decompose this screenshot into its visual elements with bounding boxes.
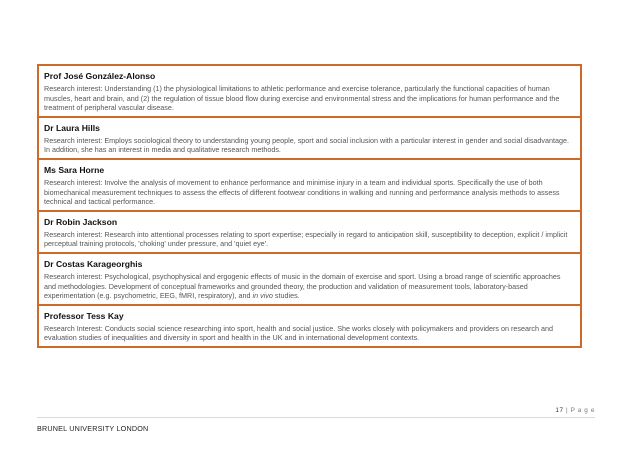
- person-name: Professor Tess Kay: [44, 310, 124, 321]
- person-name: Dr Robin Jackson: [44, 216, 118, 227]
- research-interest-text: [44, 272, 574, 301]
- research-interests-table: [37, 64, 582, 348]
- person-name: Ms Sara Horne: [44, 164, 105, 175]
- person-row-kay: [39, 306, 580, 346]
- research-interest-text-part: Research interest: Psychological, psychophysical and ergogenic effects of music in the domain of exercise and sport. Using a broad range of scientific approaches and methodologies. Development of conceptual frameworks and grounded theory, the production and validation of measurement tools, laboratory-based experimentation (e.g. psychometric, EEG, fMRI, respiratory), and: [44, 271, 561, 301]
- research-interest-text: Research interest: Employs sociological theory to understanding young people, sport and social inclusion with a particular interest in gender and social disadvantage. In addition, she has an interest in media and qualitative research methods.: [44, 135, 569, 155]
- research-interest-text: Research interest: Understanding (1) the physiological limitations to athletic performance and exercise tolerance, particularly the functional capacities of human muscles, heart and brain, and (2) the regulation of tissue blood flow during exercise and environmental stress and the implications for human performance and the treatment of peripheral vascular disease.: [44, 84, 560, 113]
- person-row-jackson: [39, 212, 580, 254]
- footer-divider: [37, 417, 595, 418]
- page-number-label: | P a g e: [566, 407, 595, 414]
- page-number-value: 17: [555, 407, 564, 414]
- person-name: Dr Costas Karageorghis: [44, 258, 143, 269]
- research-interest-text-end: studies.: [272, 291, 300, 301]
- person-name: Dr Laura Hills: [44, 122, 100, 133]
- institution-name: BRUNEL UNIVERSITY LONDON: [37, 424, 149, 433]
- person-row-gonzalez-alonso: [39, 66, 580, 118]
- research-interest-text: Research interest: Research into attentional processes relating to sport expertise; especially in regard to anticipation skill, susceptibility to deception, explicit / implicit perceptual training protocols, 'choking' under pressure, and 'quiet eye'.: [44, 229, 568, 249]
- research-interest-italic: in vivo: [252, 291, 273, 301]
- person-row-hills: [39, 118, 580, 160]
- person-row-karageorghis: [39, 254, 580, 306]
- research-interest-text: Research Interest: Conducts social science researching into sport, health and social justice. She works closely with policymakers and providers on research and evaluation studies of inequalities and diversity in sport and health in the UK and in international development contexts.: [44, 323, 553, 343]
- page-number: [555, 407, 595, 414]
- research-interest-text: Research interest: Involve the analysis of movement to enhance performance and minimise injury in a team and individual sports. Specifically the use of both biomechanical measurement techniques to assess the effects of different footwear conditions in walking and running and performance analysis methods to assess technical and tactical performance.: [44, 177, 560, 207]
- person-name: Prof José González-Alonso: [44, 71, 156, 81]
- person-row-horne: [39, 160, 580, 212]
